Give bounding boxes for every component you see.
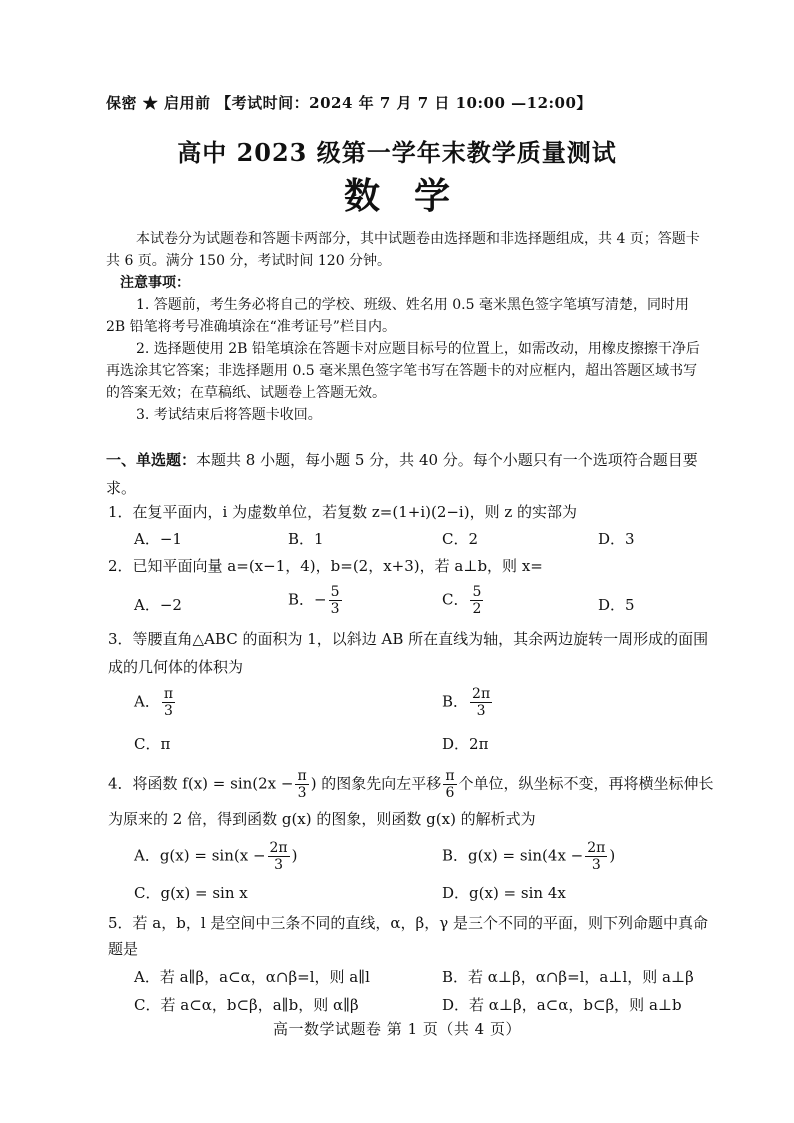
question-3-option-a [134, 686, 177, 719]
denominator: 3 [330, 601, 340, 617]
section-description: 本题共 8 小题，每小题 5 分，共 40 分。每个小题只有一个选项符合题目要求。 [106, 451, 698, 497]
numerator: π [163, 686, 174, 702]
numerator: π [297, 768, 307, 784]
note-2: 2. 选择题使用 2B 铅笔填涂在答题卡对应题目标号的位置上，如需改动，用橡皮擦擦干净后再选涂其它答案；非选择题用 0.5 毫米黑色签字笔书写在答题卡的对应框内，超出答题区域书写的答案无效；在草稿纸、试题卷上答题无效。 [106, 341, 700, 401]
numerator: 5 [472, 584, 482, 600]
denominator: 6 [445, 785, 455, 801]
question-5-stem-line-1: 5．若 a，b，l 是空间中三条不同的直线，α，β，γ 是三个不同的平面，则下列命题中真命 [108, 914, 708, 932]
question-4-option-c: C．g(x) = sin x [134, 884, 248, 902]
question-3-option-a-fraction [162, 686, 175, 719]
question-2-option-d: D．5 [598, 596, 635, 614]
denominator: 3 [274, 857, 284, 873]
question-4-option-b-fraction [585, 840, 607, 873]
question-4-option-b [442, 840, 615, 873]
question-3-option-d: D．2π [442, 735, 489, 753]
question-3-option-b [442, 686, 494, 719]
denominator: 3 [163, 703, 173, 719]
question-4-f-fraction [295, 768, 308, 801]
numerator: 5 [330, 584, 340, 600]
question-3-option-c: C．π [134, 735, 171, 753]
question-2-option-c [442, 584, 485, 617]
numerator: 2π [269, 840, 288, 856]
question-4-stem-part-c: 个单位，纵坐标不变，再将横坐标伸长 [458, 774, 714, 793]
question-4-option-d: D．g(x) = sin 4x [442, 884, 566, 902]
question-4-option-a-pre: A．g(x) = sin(x − [134, 846, 266, 865]
exam-title: 高中 2023 级第一学年末教学质量测试 [177, 138, 617, 167]
question-5-option-d: D．若 α⊥β，a⊂α，b⊂β，则 a⊥b [442, 996, 682, 1014]
denominator: 3 [297, 785, 307, 801]
question-5-stem-line-2: 题是 [108, 940, 139, 958]
question-3-option-b-fraction [470, 686, 492, 719]
question-2-option-a: A．−2 [134, 596, 182, 614]
question-3-stem-line-2: 成的几何体的体积为 [108, 658, 244, 676]
note-1: 1. 答题前，考生务必将自己的学校、班级、姓名用 0.5 毫米黑色签字笔填写清楚，同时用 2B 铅笔将考号准确填涂在“准考证号”栏目内。 [106, 297, 689, 335]
section-label: 一、单选题： [106, 451, 197, 469]
notes-title: 注意事项： [120, 275, 190, 291]
numerator: 2π [472, 686, 491, 702]
question-1-stem: 1．在复平面内，i 为虚数单位，若复数 z=(1+i)(2−i)，则 z 的实部为 [108, 503, 578, 521]
question-2-option-b-fraction [329, 584, 342, 617]
page-footer: 高一数学试题卷 第 1 页（共 4 页） [273, 1020, 521, 1038]
question-4-stem-part-b: ) 的图象先向左平移 [310, 774, 442, 793]
question-5-option-c: C．若 a⊂α，b⊂β，a∥b，则 α∥β [134, 996, 359, 1014]
instructions [106, 228, 706, 426]
question-2-option-c-label: C． [442, 590, 469, 609]
question-5-option-b: B．若 α⊥β，α∩β=l，a⊥l，则 a⊥β [442, 968, 694, 986]
question-4-option-a-post: ) [291, 846, 298, 865]
question-4-option-b-pre: B．g(x) = sin(4x − [442, 846, 584, 865]
note-3: 3. 考试结束后将答题卡收回。 [136, 407, 322, 423]
question-1-option-a: A．−1 [134, 530, 182, 548]
numerator: π [445, 768, 455, 784]
question-1-option-d: D．3 [598, 530, 635, 548]
question-4-option-a-fraction [268, 840, 290, 873]
question-2-option-b-label: B． [288, 590, 315, 609]
question-4-stem-part-a: 4．将函数 f(x) = sin(2x − [108, 774, 294, 793]
question-3-option-b-label: B． [442, 692, 469, 711]
subject-title: 数学 [343, 175, 484, 217]
numerator: 2π [587, 840, 606, 856]
question-5-option-a: A．若 a∥β，a⊂α，α∩β=l，则 a∥l [134, 968, 370, 986]
denominator: 3 [476, 703, 486, 719]
denominator: 3 [591, 857, 601, 873]
denominator: 2 [472, 601, 482, 617]
question-4-option-a [134, 840, 297, 873]
exam-time-header: 保密 ★ 启用前 【考试时间：2024 年 7 月 7 日 10:00 —12:00】 [106, 94, 592, 112]
question-4-option-b-post: ) [609, 846, 616, 865]
question-4-stem-line-2: 为原来的 2 倍，得到函数 g(x) 的图象，则函数 g(x) 的解析式为 [108, 810, 536, 828]
question-3-stem-line-1: 3．等腰直角△ABC 的面积为 1，以斜边 AB 所在直线为轴，其余两边旋转一周形成的面围 [108, 630, 709, 648]
question-2-option-b-sign: − [314, 590, 327, 609]
question-2-stem: 2．已知平面向量 a=(x−1，4)，b=(2，x+3)，若 a⊥b，则 x= [108, 557, 543, 575]
section-single-choice [106, 446, 710, 502]
question-2-option-b [288, 584, 344, 617]
question-4-stem-line-1 [108, 768, 714, 801]
question-3-option-a-label: A． [134, 692, 160, 711]
question-2-option-c-fraction [470, 584, 483, 617]
question-1-option-b: B．1 [288, 530, 324, 548]
question-4-shift-fraction [443, 768, 456, 801]
intro-paragraph: 本试卷分为试题卷和答题卡两部分，其中试题卷由选择题和非选择题组成，共 4 页；答题卡共 6 页。满分 150 分，考试时间 120 分钟。 [106, 231, 700, 269]
question-1-option-c: C．2 [442, 530, 479, 548]
